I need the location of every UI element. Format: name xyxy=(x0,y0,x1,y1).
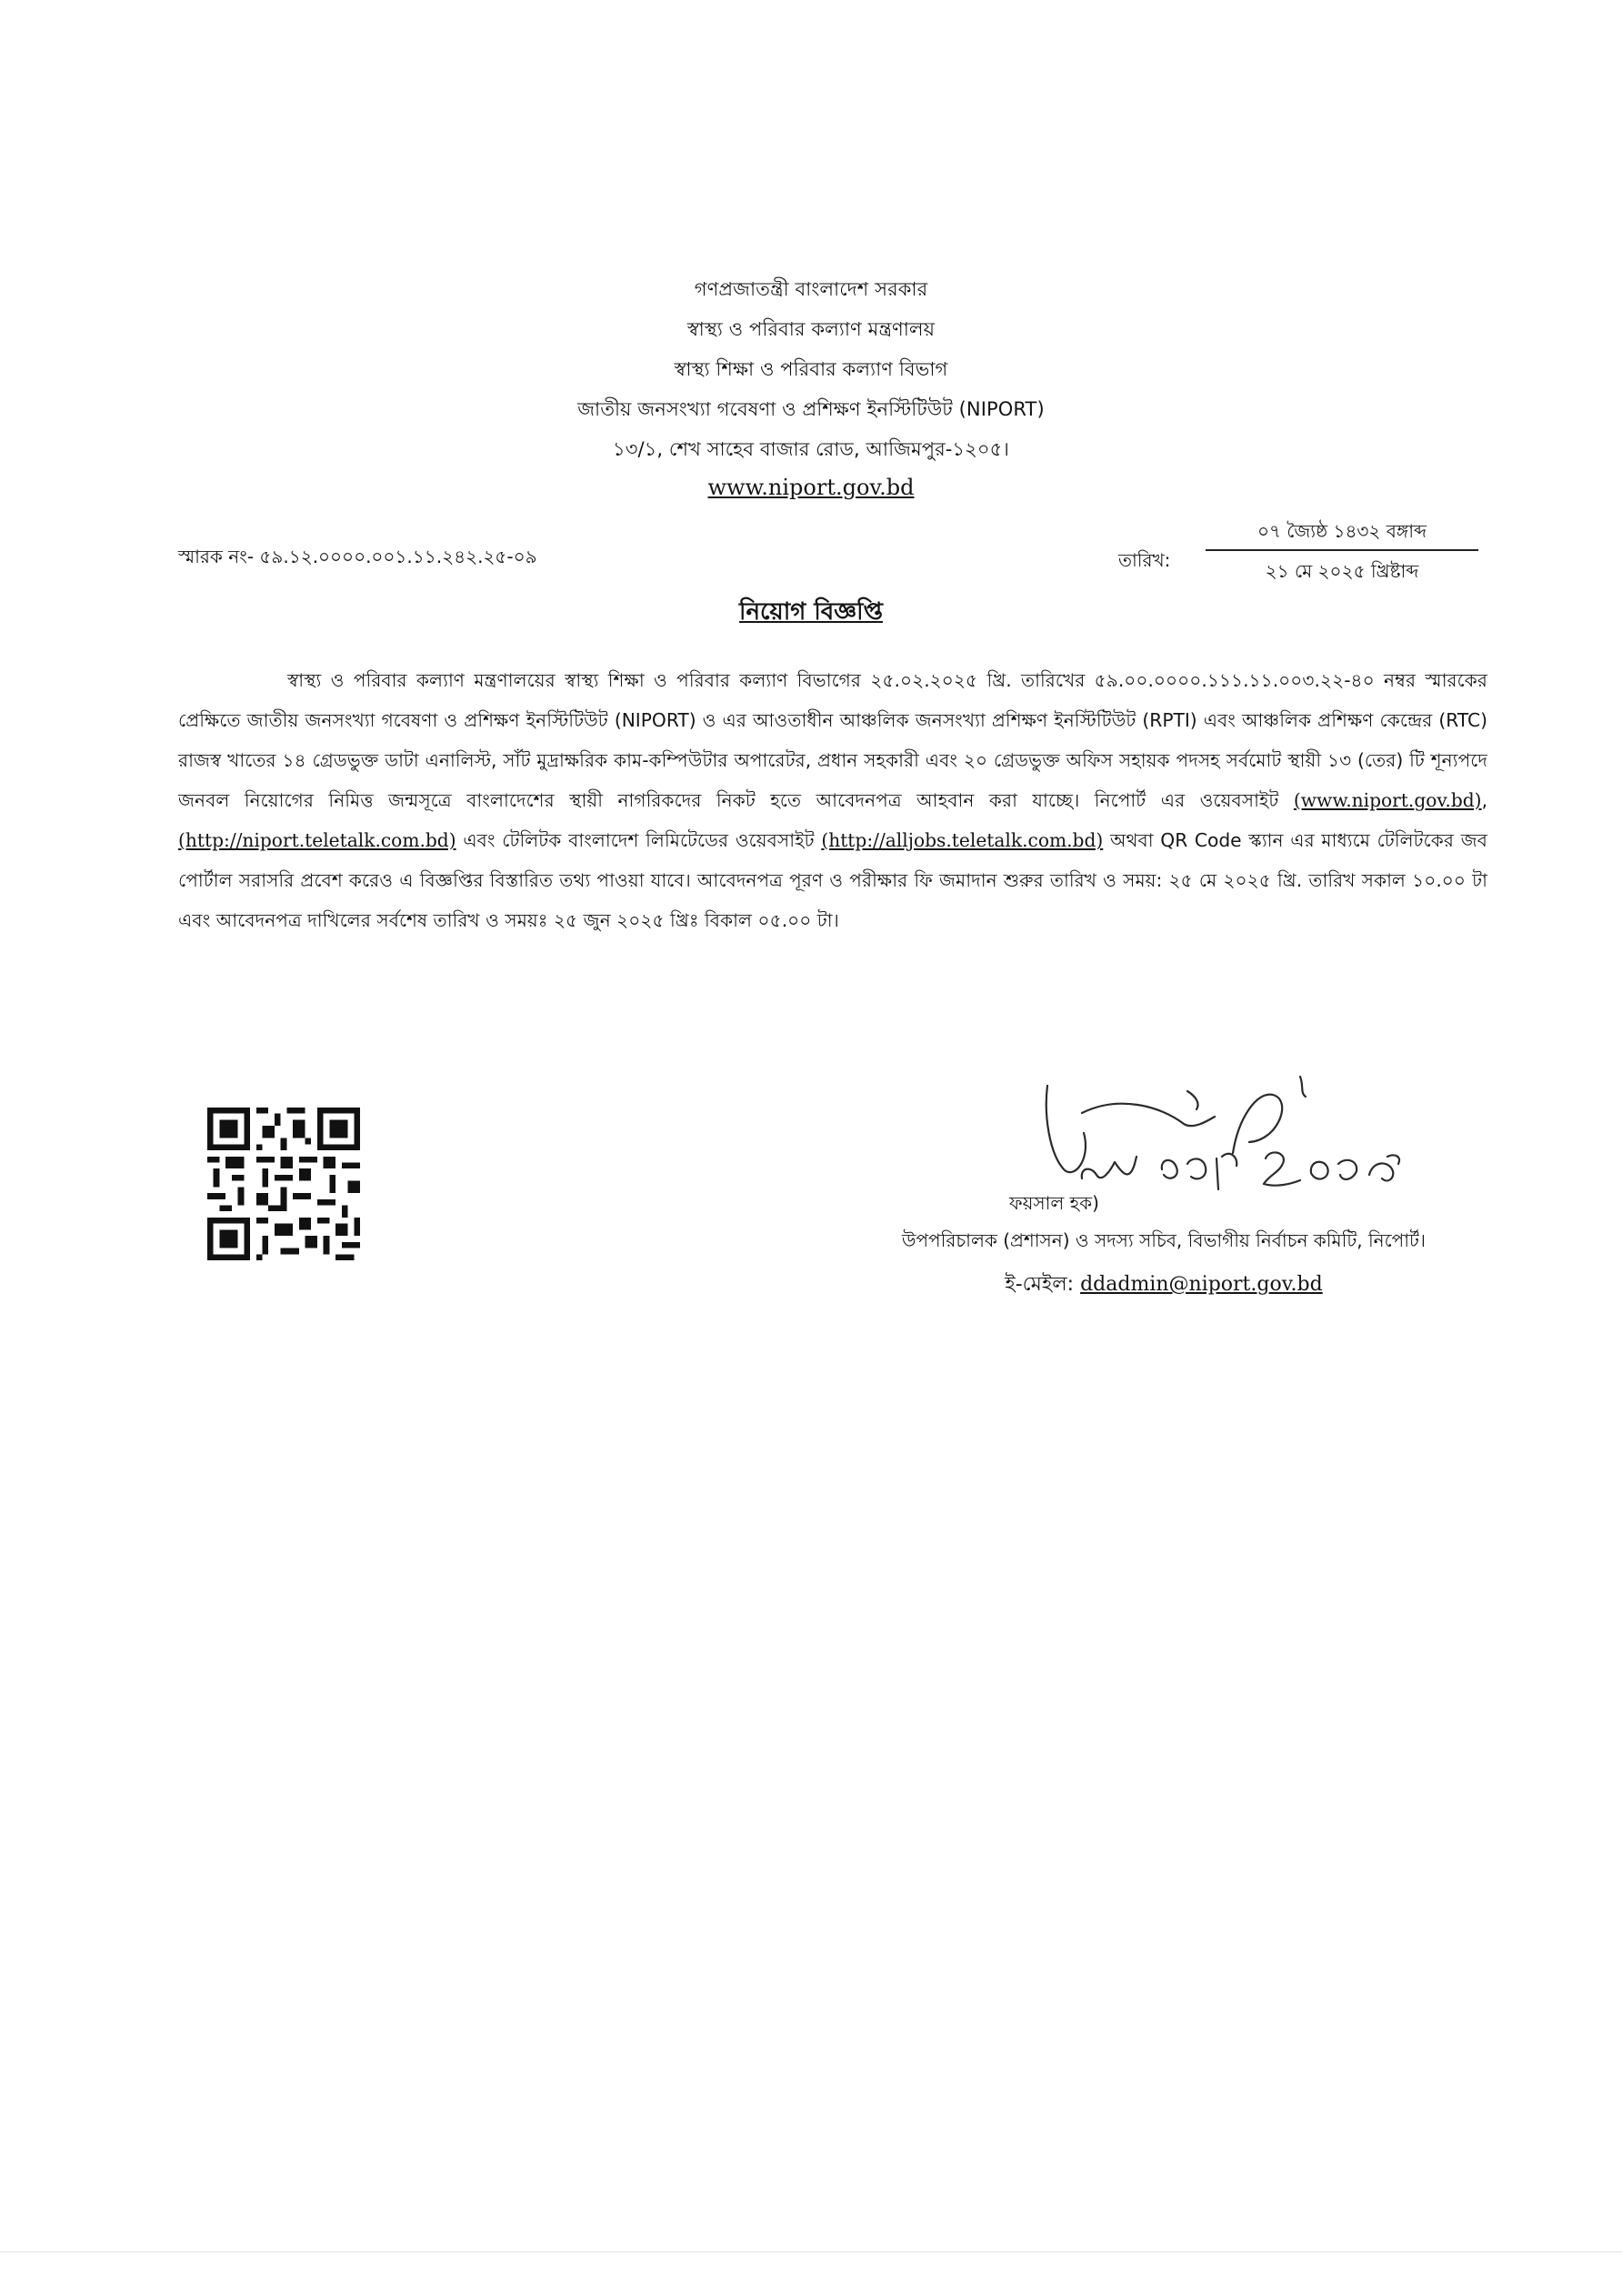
division-name: স্বাস্থ্য শিক্ষা ও পরিবার কল্যাণ বিভাগ xyxy=(674,358,948,380)
body-part-3: অথবা QR Code স্ক্যান এর মাধ্যমে টেলিটকের জব পোর্টাল সরাসরি প্রবেশ করেও এ বিজ্ঞপ্তির বিস্তারিত তথ্য পাওয়া যাবে। আবেদনপত্র পূরণ ও পরীক্ষার ফি জমাদান শুরুর তারিখ ও সময়: ২৫ মে ২০২৫ খ্রি. তারিখ সকাল ১০.০০ টা এবং আবেদনপত্র দাখিলের সর্বশেষ তারিখ ও সময়ঃ ২৫ জুন ২০২৫ খ্রিঃ বিকাল ০৫.০০ টা। xyxy=(178,829,1488,931)
scan-edge-line xyxy=(0,2251,1622,2252)
signer-name: ফয়সাল হক) xyxy=(1009,1192,1099,1214)
ministry-name: স্বাস্থ্য ও পরিবার কল্যাণ মন্ত্রণালয় xyxy=(686,318,936,340)
body-part-1: স্বাস্থ্য ও পরিবার কল্যাণ মন্ত্রণালয়ের স্বাস্থ্য শিক্ষা ও পরিবার কল্যাণ বিভাগের ২৫.০২.২০২৫ খ্রি. তারিখের ৫৯.০০.০০০০.১১১.১১.০০৩.২২-৪০ নম্বর স্মারকের প্রেক্ষিতে জাতীয় জনসংখ্যা গবেষণা ও প্রশিক্ষণ ইনস্টিটিউট (NIPORT) ও এর আওতাধীন আঞ্চলিক জনসংখ্যা প্রশিক্ষণ ইনস্টিটিউট (RPTI) এবং আঞ্চলিক প্রশিক্ষণ কেন্দ্রের (RTC) রাজস্ব খাতের ১৪ গ্রেডভুক্ত ডাটা এনালিস্ট, সাঁট মুদ্রাক্ষরিক কাম-কম্পিউটার অপারেটর, প্রধান সহকারী এবং ২০ গ্রেডভুক্ত অফিস সহায়ক পদসহ সর্বমোট স্থায়ী ১৩ (তের) টি শূন্যপদে জনবল নিয়োগের নিমিত্ত জন্মসূত্রে বাংলাদেশের স্থায়ী নাগরিকদের নিকট হতে আবেদনপত্র আহবান করা যাচ্ছে। নিপোর্ট এর ওয়েবসাইট xyxy=(178,669,1487,811)
email-label: ই-মেইল: xyxy=(1005,1273,1075,1296)
signer-block xyxy=(873,1186,1455,1309)
teletalk-niport-link[interactable]: (http://niport.teletalk.com.bd) xyxy=(178,829,456,851)
date-gregorian: ২১ মে ২০২৫ খ্রিষ্টাব্দ xyxy=(1265,560,1419,582)
memo-number: স্মারক নং- ৫৯.১২.০০০০.০০১.১১.২৪২.২৫-০৯ xyxy=(178,546,537,567)
qr-code-icon[interactable] xyxy=(207,1108,360,1260)
signer-role: উপপরিচালক (প্রশাসন) ও সদস্য সচিব, বিভাগীয় নির্বাচন কমিটি, নিপোর্ট। xyxy=(901,1229,1427,1251)
date-label: তারিখ: xyxy=(1118,549,1171,571)
body-part-2: এবং টেলিটক বাংলাদেশ লিমিটেডের ওয়েবসাইট xyxy=(463,829,815,851)
signer-email xyxy=(873,1260,1455,1309)
date-divider xyxy=(1206,549,1478,551)
letterhead xyxy=(356,269,1266,506)
government-name: গণপ্রজাতন্ত্রী বাংলাদেশ সরকার xyxy=(694,278,928,300)
alljobs-link[interactable]: (http://alljobs.teletalk.com.bd) xyxy=(821,829,1104,851)
notice-title: নিয়োগ বিজ্ঞপ্তি xyxy=(739,598,883,626)
email-link[interactable]: ddadmin@niport.gov.bd xyxy=(1080,1273,1323,1296)
body-separator: , xyxy=(1481,789,1487,811)
date-bangla: ০৭ জ্যৈষ্ঠ ১৪৩২ বঙ্গাব্দ xyxy=(1257,520,1427,542)
niport-website-link[interactable]: (www.niport.gov.bd) xyxy=(1293,789,1482,811)
institute-address: ১৩/১, শেখ সাহেব বাজার রোড, আজিমপুর-১২০৫। xyxy=(613,438,1009,460)
notice-body xyxy=(178,660,1487,940)
date-block xyxy=(1118,516,1482,591)
institute-name: জাতীয় জনসংখ্যা গবেষণা ও প্রশিক্ষণ ইনস্টিটিউট (NIPORT) xyxy=(577,398,1045,420)
website-link[interactable]: www.niport.gov.bd xyxy=(707,475,915,500)
